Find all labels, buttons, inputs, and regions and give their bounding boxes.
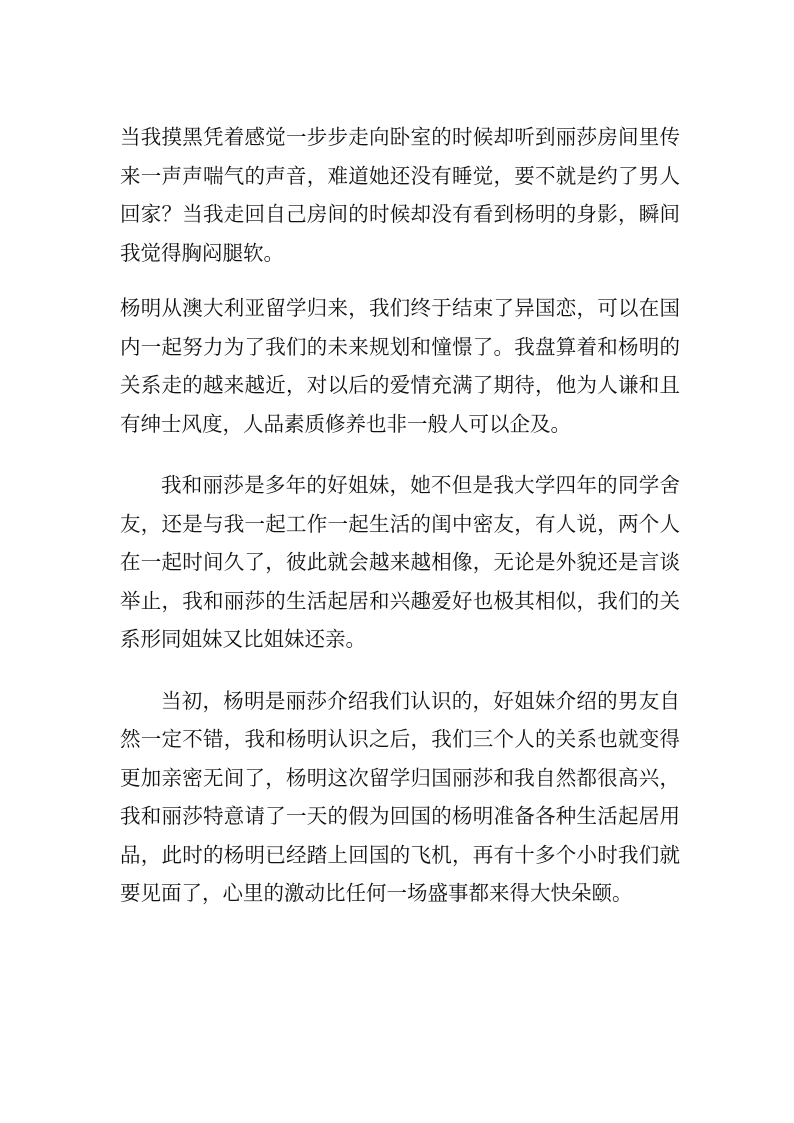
paragraph-1: 当我摸黑凭着感觉一步步走向卧室的时候却听到丽莎房间里传来一声声喘气的声音，难道她还没有睡觉，要不就是约了男人回家？当我走回自己房间的时候却没有看到杨明的身影，瞬间我觉得胸闷腿软。 <box>120 125 680 265</box>
paragraph-4: 当初，杨明是丽莎介绍我们认识的，好姐妹介绍的男友自然一定不错，我和杨明认识之后，我们三个人的关系也就变得更加亲密无间了，杨明这次留学归国丽莎和我自然都很高兴，我和丽莎特意请了一天的假为回国的杨明准备各种生活起居用品，此时的杨明已经踏上回国的飞机，再有十多个小时我们就要见面了，心里的激动比任何一场盛事都来得大快朵颐。 <box>120 688 680 905</box>
paragraph-2: 杨明从澳大利亚留学归来，我们终于结束了异国恋，可以在国内一起努力为了我们的未来规划和憧憬了。我盘算着和杨明的关系走的越来越近，对以后的爱情充满了期待，他为人谦和且有绅士风度，人品素质修养也非一般人可以企及。 <box>120 296 680 436</box>
paragraph-3: 我和丽莎是多年的好姐妹，她不但是我大学四年的同学舍友，还是与我一起工作一起生活的闺中密友，有人说，两个人在一起时间久了，彼此就会越来越相像，无论是外貌还是言谈举止，我和丽莎的生活起居和兴趣爱好也极其相似，我们的关系形同姐妹又比姐妹还亲。 <box>120 473 680 651</box>
document-page <box>120 118 680 913</box>
